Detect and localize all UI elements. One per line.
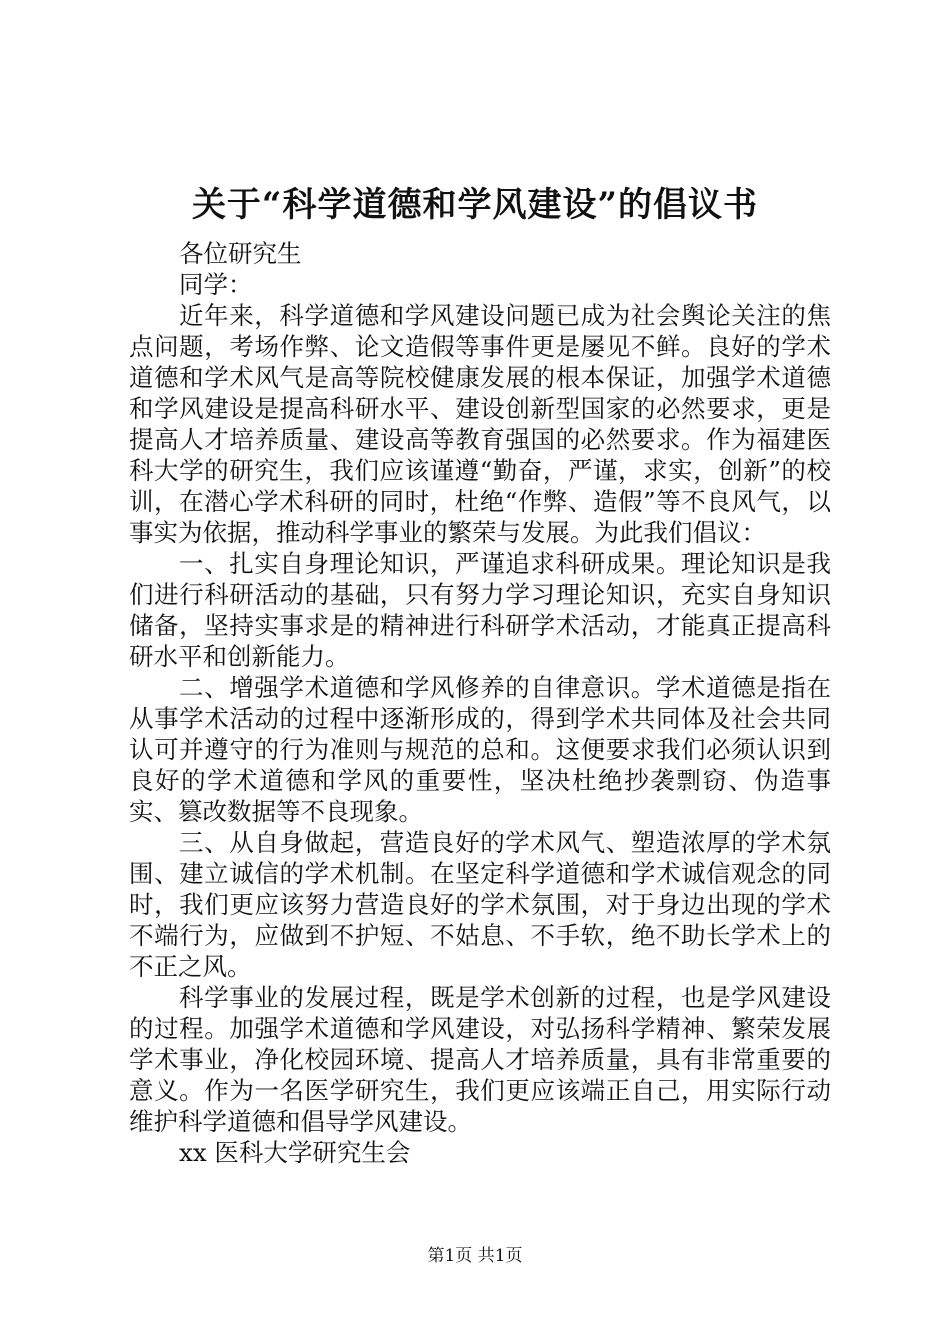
paragraph-proposal-1: 一、扎实自身理论知识，严谨追求科研成果。理论知识是我们进行科研活动的基础，只有努力学习理论知识，充实自身知识储备，坚持实事求是的精神进行科研学术活动，才能真正提高科研水平和创新能力。 xyxy=(129,549,831,671)
document-title: 关于“科学道德和学风建设”的倡议书 xyxy=(191,185,759,225)
document-body xyxy=(129,238,831,1168)
signature: xx 医科大学研究生会 xyxy=(179,1138,411,1167)
salutation-line-2: 同学： xyxy=(179,270,253,299)
paragraph-proposal-3: 三、从自身做起，营造良好的学术风气、塑造浓厚的学术氛围、建立诚信的学术机制。在坚定科学道德和学术诚信观念的同时，我们更应该努力营造良好的学术氛围，对于身边出现的学术不端行为，应做到不护短、不姑息、不手软，绝不助长学术上的不正之风。 xyxy=(129,828,831,981)
page-footer: 第1页 共1页 xyxy=(427,1246,523,1266)
paragraph-conclusion: 科学事业的发展过程，既是学术创新的过程，也是学风建设的过程。加强学术道德和学风建设，对弘扬科学精神、繁荣发展学术事业，净化校园环境、提高人才培养质量，具有非常重要的意义。作为一名医学研究生，我们更应该端正自己，用实际行动维护科学道德和倡导学风建设。 xyxy=(129,983,831,1136)
paragraph-proposal-2: 二、增强学术道德和学风修养的自律意识。学术道德是指在从事学术活动的过程中逐渐形成的，得到学术共同体及社会共同认可并遵守的行为准则与规范的总和。这便要求我们必须认识到良好的学术道德和学风的重要性，坚决杜绝抄袭剽窃、伪造事实、篡改数据等不良现象。 xyxy=(129,673,831,826)
paragraph-intro: 近年来，科学道德和学风建设问题已成为社会舆论关注的焦点问题，考场作弊、论文造假等事件更是屡见不鲜。良好的学术道德和学术风气是高等院校健康发展的根本保证，加强学术道德和学风建设是提高科研水平、建设创新型国家的必然要求，更是提高人才培养质量、建设高等教育强国的必然要求。作为福建医科大学的研究生，我们应该谨遵“勤奋，严谨，求实，创新”的校训，在潜心学术科研的同时，杜绝“作弊、造假”等不良风气，以事实为依据，推动科学事业的繁荣与发展。为此我们倡议： xyxy=(129,301,831,547)
salutation-line-1: 各位研究生 xyxy=(179,239,302,268)
